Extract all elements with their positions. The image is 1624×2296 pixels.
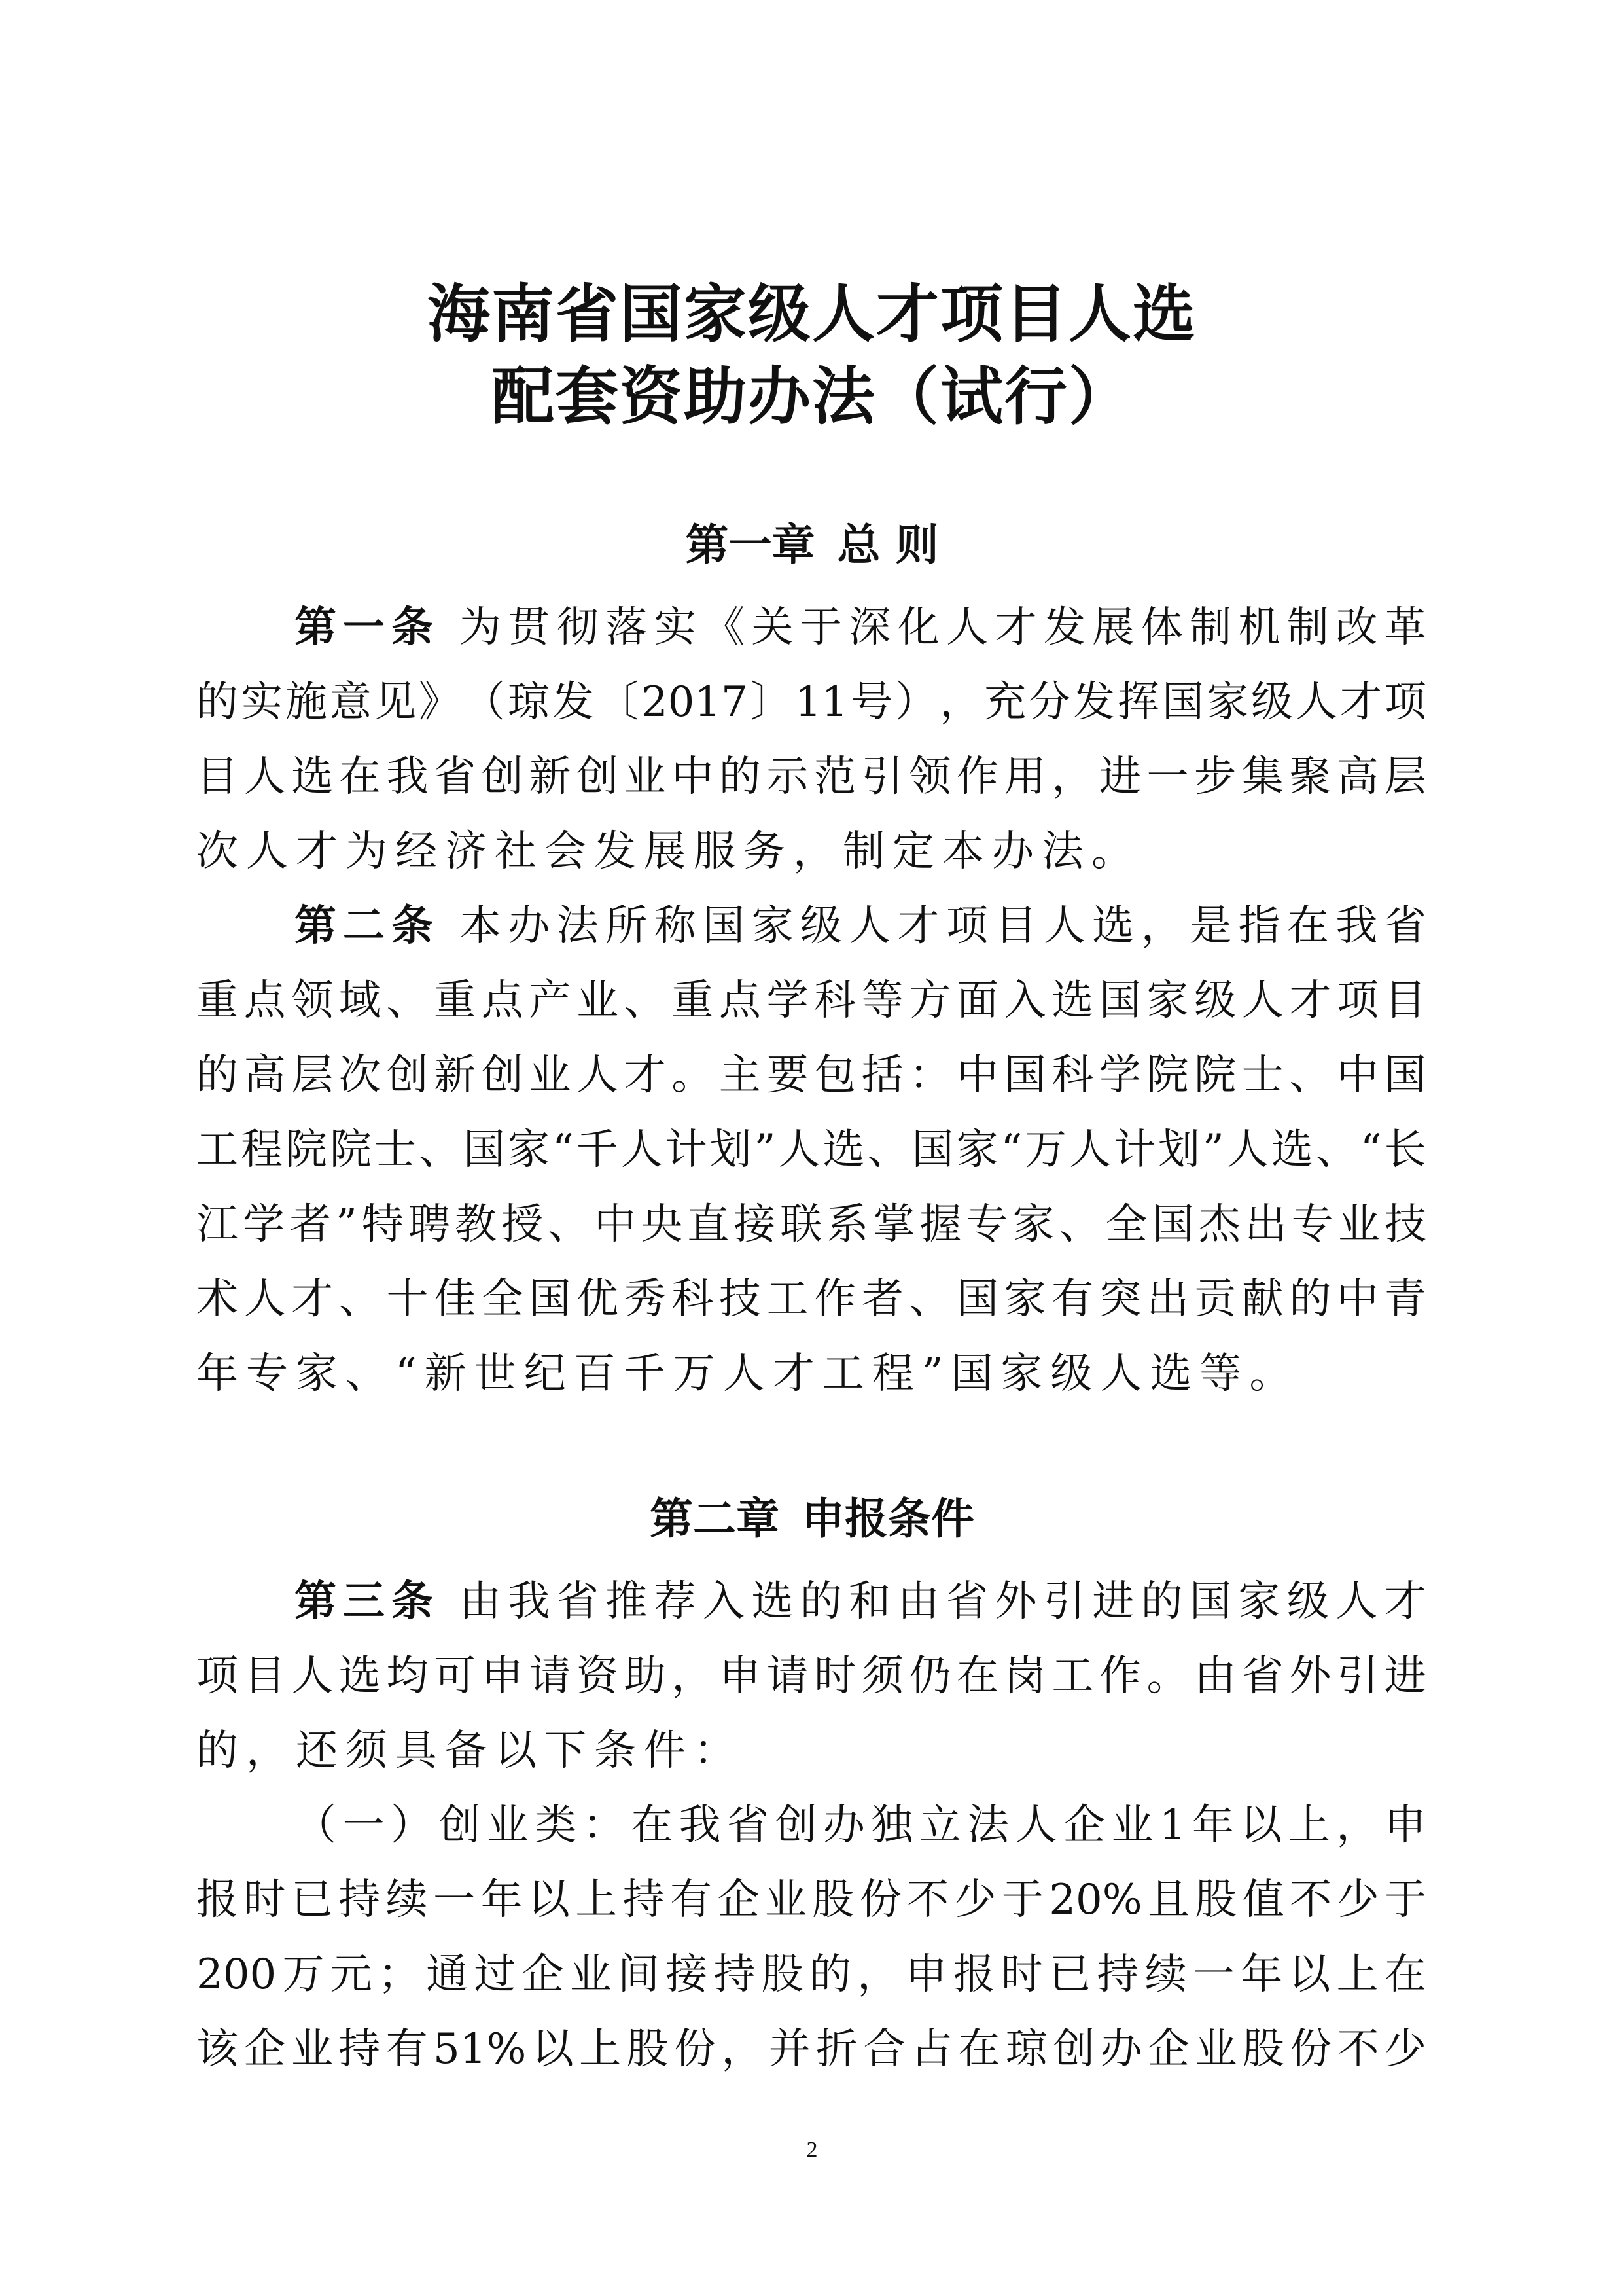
article-1-line-1: 为 贯 彻 落 实 《 关 于 深 化 人 才 发 展 体 制 机 制 改 革 bbox=[459, 603, 1426, 652]
article-3-line-3: 的，还须具备以下条件： bbox=[196, 1727, 743, 1775]
article-2 bbox=[196, 889, 1426, 1411]
chapter-1-name: 总 则 bbox=[837, 520, 939, 570]
article-2-lead: 第二条 bbox=[294, 902, 440, 950]
article-2-line-4: 工 程 院 院 士 、 国 家 “ 千 人 计 划 ” 人 选 、 国 家 “ 万 人 计 划 ” 人 选 、 “ 长 bbox=[196, 1126, 1426, 1174]
article-2-line-6: 术 人 才 、 十 佳 全 国 优 秀 科 技 工 作 者 、 国 家 有 突 出 贡 献 的 中 青 bbox=[196, 1275, 1426, 1323]
chapter-1-label: 第一章 bbox=[685, 520, 815, 570]
article-2-line-7: 年专家、“新世纪百千万人才工程”国家级人选等。 bbox=[196, 1350, 1299, 1398]
chapter-1-heading bbox=[0, 520, 1624, 570]
page-number: 2 bbox=[806, 2138, 818, 2162]
article-2-line-2: 重 点 领 域 、 重 点 产 业 、 重 点 学 科 等 方 面 入 选 国 家 级 人 才 项 目 bbox=[196, 977, 1426, 1025]
item-1-line-3: 200 万 元 ； 通 过 企 业 间 接 持 股 的 ， 申 报 时 已 持 续 一 年 以 上 在 bbox=[196, 1950, 1426, 1999]
article-3-lead: 第三条 bbox=[294, 1577, 440, 1626]
article-1-lead: 第一条 bbox=[294, 603, 440, 652]
article-1-line-3: 目 人 选 在 我 省 创 新 创 业 中 的 示 范 引 领 作 用 ， 进 一 步 集 聚 高 层 bbox=[196, 753, 1426, 801]
article-2-line-5: 江 学 者 ” 特 聘 教 授 、 中 央 直 接 联 系 掌 握 专 家 、 全 国 杰 出 专 业 技 bbox=[196, 1200, 1426, 1249]
article-3-line-1: 由 我 省 推 荐 入 选 的 和 由 省 外 引 进 的 国 家 级 人 才 bbox=[459, 1577, 1426, 1626]
chapter-2-heading bbox=[0, 1494, 1624, 1544]
item-1-line-1: （ 一 ） 创 业 类 ： 在 我 省 创 办 独 立 法 人 企 业 1 年 以 上 ， 申 bbox=[294, 1801, 1426, 1850]
article-1-line-4: 次人才为经济社会发展服务，制定本办法。 bbox=[196, 827, 1141, 876]
article-3-line-2: 项 目 人 选 均 可 申 请 资 助 ， 申 请 时 须 仍 在 岗 工 作 。 由 省 外 引 进 bbox=[196, 1652, 1426, 1700]
chapter-2-name: 申报条件 bbox=[802, 1494, 974, 1544]
article-1-line-2: 的 实 施 意 见 》 （ 琼 发 〔 2017 〕 11 号 ） ， 充 分 发 挥 国 家 级 人 才 项 bbox=[196, 678, 1426, 726]
article-3 bbox=[196, 1564, 1426, 1788]
article-1 bbox=[196, 590, 1426, 889]
item-1 bbox=[196, 1788, 1426, 2087]
item-1-line-2: 报 时 已 持 续 一 年 以 上 持 有 企 业 股 份 不 少 于 20% 且 股 值 不 少 于 bbox=[196, 1876, 1426, 1924]
item-1-line-4: 该 企 业 持 有 51% 以 上 股 份 ， 并 折 合 占 在 琼 创 办 企 业 股 份 不 少 bbox=[196, 2025, 1426, 2073]
article-2-line-1: 本 办 法 所 称 国 家 级 人 才 项 目 人 选 ， 是 指 在 我 省 bbox=[459, 902, 1426, 950]
chapter-2-label: 第二章 bbox=[650, 1494, 779, 1544]
document-title-line-2: 配套资助办法（试行） bbox=[491, 359, 1133, 433]
document-title-line-1: 海南省国家级人才项目人选 bbox=[427, 277, 1197, 351]
article-2-line-3: 的 高 层 次 创 新 创 业 人 才 。 主 要 包 括 ： 中 国 科 学 院 院 士 、 中 国 bbox=[196, 1051, 1426, 1100]
